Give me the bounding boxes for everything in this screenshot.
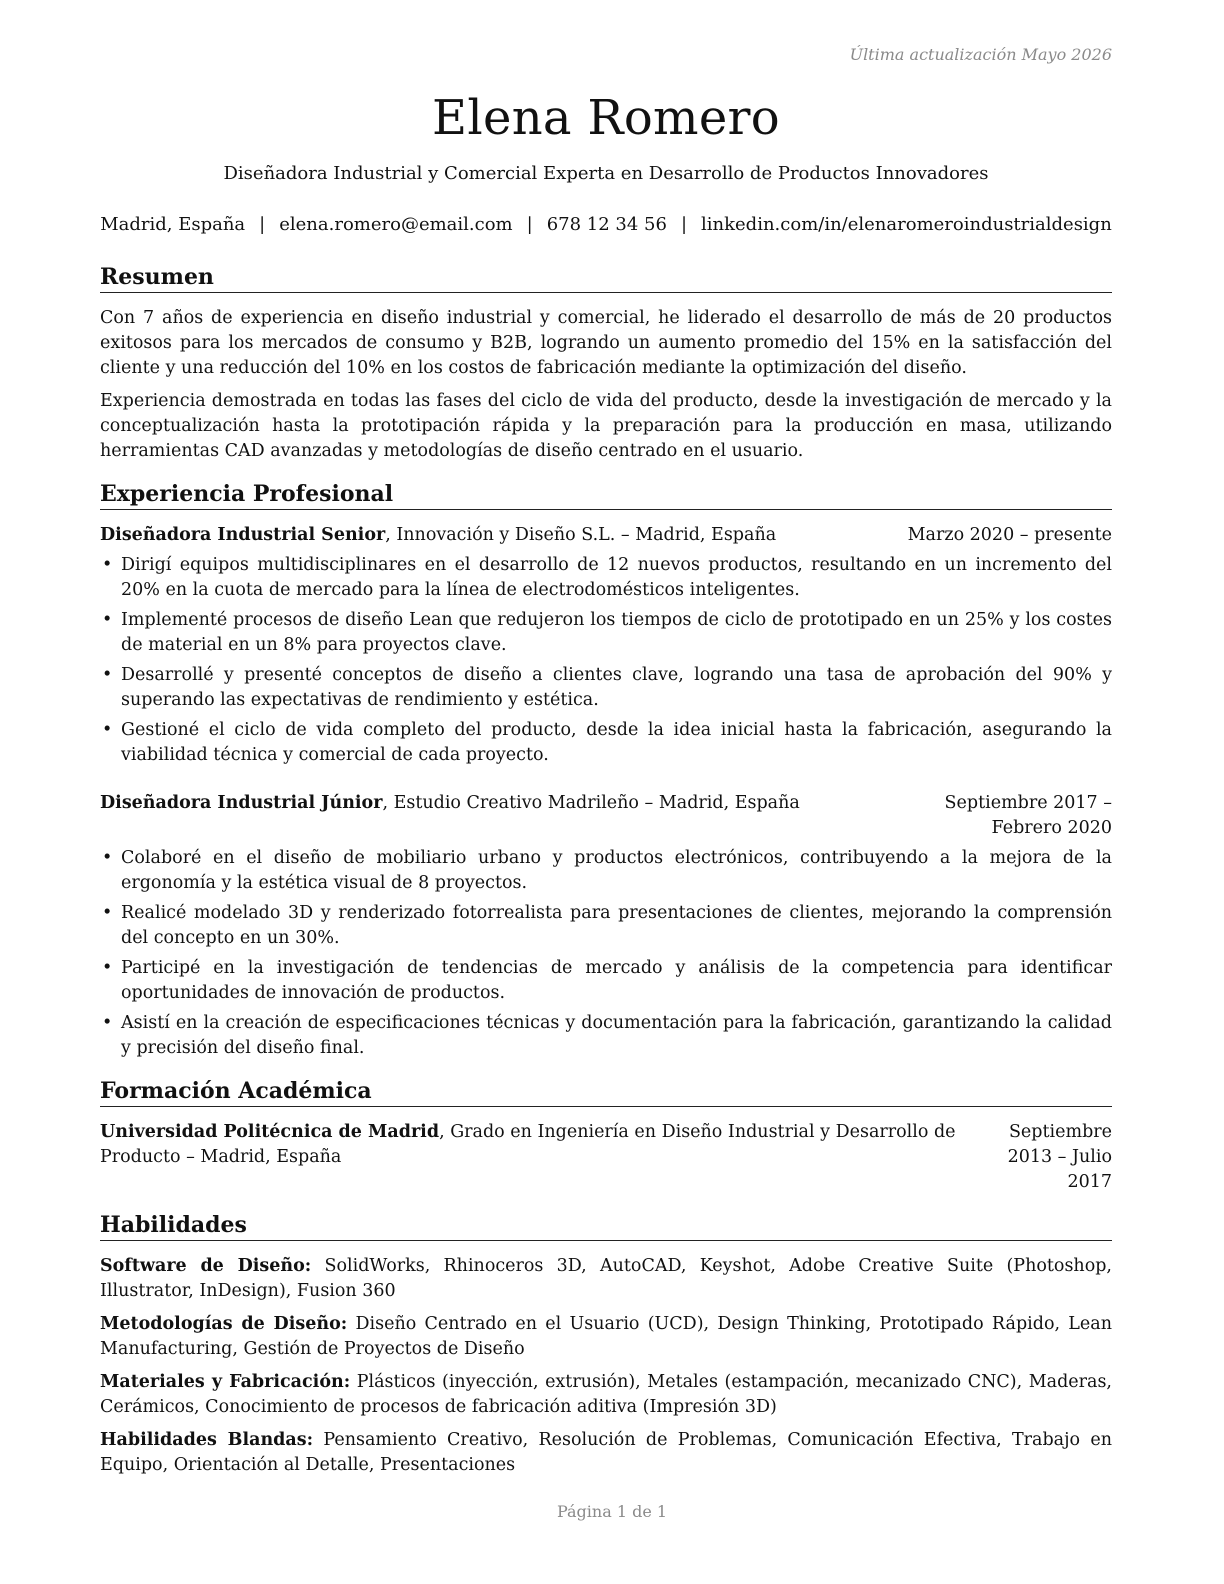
job-bullet: • Dirigí equipos multidisciplinares en el desarrollo de 12 nuevos productos, resultando en un incremento del 20% en la cuota de mercado para la línea de electrodomésticos inteligentes. [100, 553, 1112, 603]
skill-label: Software de Diseño: [100, 1256, 312, 1276]
contact-phone: 678 12 34 56 [546, 214, 667, 235]
job-entry [100, 523, 1112, 768]
job-bullet: • Gestioné el ciclo de vida completo del producto, desde la idea inicial hasta la fabricación, asegurando la viabilidad técnica y comercial de cada proyecto. [100, 718, 1112, 768]
job-bullet: • Colaboré en el diseño de mobiliario urbano y productos electrónicos, contribuyendo a la mejora de la ergonomía y la estética visual de 8 proyectos. [100, 846, 1112, 896]
skill-label: Materiales y Fabricación: [100, 1372, 351, 1392]
skill-item [100, 1370, 1112, 1420]
job-bullet: • Participé en la investigación de tendencias de mercado y análisis de la competencia para identificar oportunidades de innovación de productos. [100, 956, 1112, 1006]
last-updated: Última actualización Mayo 2026 [849, 45, 1112, 64]
candidate-name: Elena Romero [432, 90, 780, 146]
page-number: Página 1 de 1 [556, 1502, 668, 1521]
skill-label: Habilidades Blandas: [100, 1430, 314, 1450]
contact-email[interactable]: elena.romero@email.com [279, 214, 513, 235]
job-dates: Marzo 2020 – presente [907, 525, 1112, 545]
summary-section [100, 263, 1112, 464]
job-bullet: • Desarrollé y presenté conceptos de diseño a clientes clave, logrando una tasa de aprobación del 90% y superando las expectativas de rendimiento y estética. [100, 663, 1112, 713]
job-bullets [100, 553, 1112, 768]
job-bullet: • Asistí en la creación de especificaciones técnicas y documentación para la fabricación, garantizando la calidad y precisión del diseño final. [100, 1011, 1112, 1061]
candidate-subtitle: Diseñadora Industrial y Comercial Experta en Desarrollo de Productos Innovadores [223, 163, 989, 184]
job-header [100, 523, 1112, 548]
education-dates: Septiembre 2013 – Julio 2017 [1007, 1122, 1112, 1192]
education-school: Universidad Politécnica de Madrid [100, 1122, 440, 1142]
job-entry [100, 791, 1112, 1061]
skill-item [100, 1312, 1112, 1362]
section-title-experience: Experiencia Profesional [100, 480, 1112, 510]
job-bullets [100, 846, 1112, 1061]
section-title-summary: Resumen [100, 263, 1112, 293]
contact-separator: | [680, 214, 688, 235]
skill-item [100, 1428, 1112, 1478]
summary-paragraph: Con 7 años de experiencia en diseño industrial y comercial, he liderado el desarrollo de más de 20 productos exitosos para los mercados de consumo y B2B, logrando un aumento promedio del 15% en la satisfacción del cliente y una reducción del 10% en los costos de fabricación mediante la optimización del diseño. [100, 308, 1112, 378]
education-entry [100, 1120, 1112, 1195]
skill-text: SolidWorks, Rhinoceros 3D, AutoCAD, Keyshot, Adobe Creative Suite (Photoshop, Illustrator, InDesign), Fusion 360 [100, 1256, 1112, 1301]
skill-text: Pensamiento Creativo, Resolución de Problemas, Comunicación Efectiva, Trabajo en Equipo, Orientación al Detalle, Presentaciones [100, 1430, 1112, 1475]
section-title-skills: Habilidades [100, 1211, 1112, 1241]
experience-section [100, 480, 1112, 1061]
job-role: Diseñadora Industrial Júnior [100, 793, 383, 813]
education-section [100, 1077, 1112, 1195]
job-company: , Estudio Creativo Madrileño – Madrid, España [382, 793, 800, 813]
education-degree: , Grado en Ingeniería en Diseño Industrial y Desarrollo de Producto – Madrid, España [100, 1122, 956, 1167]
contact-separator: | [526, 214, 533, 235]
skill-item [100, 1254, 1112, 1304]
job-bullet: • Realicé modelado 3D y renderizado fotorrealista para presentaciones de clientes, mejorando la comprensión del concepto en un 30%. [100, 901, 1112, 951]
skills-section [100, 1211, 1112, 1478]
job-bullet: • Implementé procesos de diseño Lean que redujeron los tiempos de ciclo de prototipado en un 25% y los costes de material en un 8% para proyectos clave. [100, 608, 1112, 658]
skill-text: Diseño Centrado en el Usuario (UCD), Design Thinking, Prototipado Rápido, Lean Manufacturing, Gestión de Proyectos de Diseño [100, 1314, 1112, 1359]
contact-location: Madrid, España [100, 214, 246, 235]
job-company: , Innovación y Diseño S.L. – Madrid, España [385, 525, 777, 545]
skill-text: Plásticos (inyección, extrusión), Metales (estampación, mecanizado CNC), Maderas, Cerámicos, Conocimiento de procesos de fabricación aditiva (Impresión 3D) [100, 1372, 1112, 1417]
summary-paragraph: Experiencia demostrada en todas las fases del ciclo de vida del producto, desde la investigación de mercado y la conceptualización hasta la prototipación rápida y la preparación para la producción en masa, utilizando herramientas CAD avanzadas y metodologías de diseño centrado en el usuario. [100, 391, 1112, 461]
job-header [100, 791, 1112, 841]
job-dates: Septiembre 2017 – Febrero 2020 [944, 793, 1112, 838]
section-title-education: Formación Académica [100, 1077, 1112, 1107]
job-role: Diseñadora Industrial Senior [100, 525, 386, 545]
skill-label: Metodologías de Diseño: [100, 1314, 348, 1334]
contact-line [100, 213, 1112, 237]
contact-separator: | [259, 214, 266, 235]
contact-linkedin[interactable]: linkedin.com/in/elenaromeroindustrialdesign [701, 214, 1112, 235]
